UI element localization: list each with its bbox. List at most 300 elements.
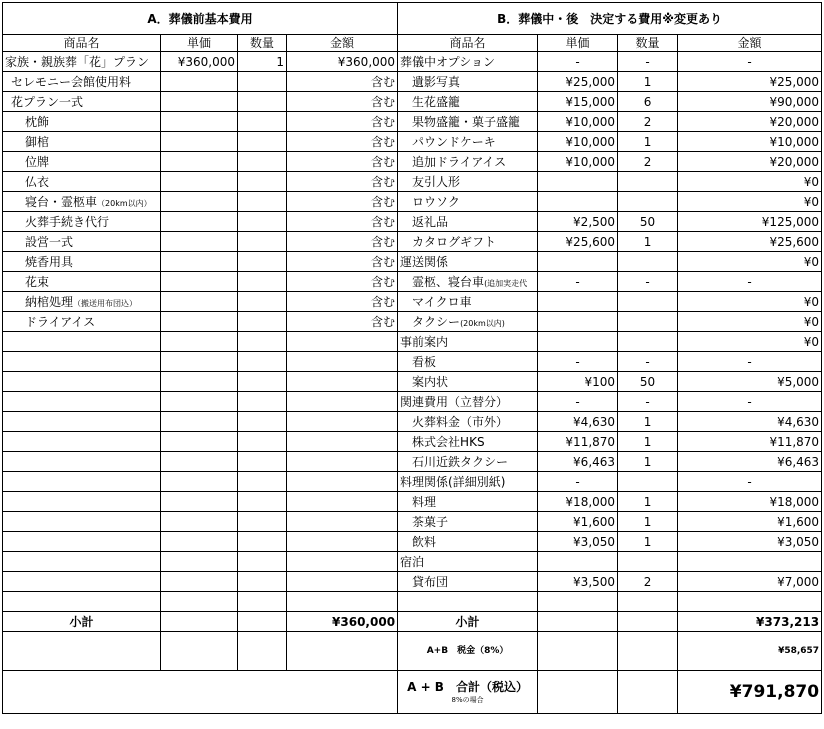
item-name-b: [398, 152, 538, 172]
qty-b: [618, 72, 678, 92]
item-name-a: [3, 72, 161, 92]
amount-b: [678, 492, 822, 512]
unit-price-b: [538, 572, 618, 592]
amount-a-text: 含む: [371, 114, 396, 129]
unit-price-a: [161, 52, 238, 72]
total-amount: ¥791,870: [678, 671, 822, 714]
qty-b-text: 1: [643, 234, 652, 249]
amount-b: [678, 392, 822, 412]
amount-a-text: 含む: [371, 234, 396, 249]
amount-a: [287, 312, 398, 332]
item-name-b-text: 飲料: [412, 534, 437, 549]
item-name-b: [398, 592, 538, 612]
unit-price-b: [538, 352, 618, 372]
amount-a: [287, 332, 398, 352]
item-name-b-text: 看板: [412, 354, 437, 369]
subtotal-label-b: 小計: [398, 612, 538, 632]
unit-price-a: [161, 132, 238, 152]
amount-a-text: 含む: [371, 94, 396, 109]
unit-price-a: [161, 532, 238, 552]
table-row: [3, 52, 822, 72]
unit-price-b: [538, 392, 618, 412]
unit-price-a: [161, 332, 238, 352]
qty-a: [238, 172, 287, 192]
unit-price-b-text: -: [575, 474, 580, 489]
amount-b: [678, 312, 822, 332]
amount-a: [287, 92, 398, 112]
unit-price-b-text: -: [575, 54, 580, 69]
amount-b-text: ¥20,000: [769, 114, 820, 129]
item-name-a: [3, 232, 161, 252]
amount-a: [287, 112, 398, 132]
unit-price-b: [538, 532, 618, 552]
qty-b: [618, 232, 678, 252]
qty-b: [618, 392, 678, 412]
unit-price-a: [161, 272, 238, 292]
amount-b: [678, 292, 822, 312]
table-row: [3, 452, 822, 472]
table-row: [3, 332, 822, 352]
qty-b: [618, 592, 678, 612]
table-row: [3, 592, 822, 612]
qty-b-text: 50: [639, 214, 656, 229]
qty-b-text: 1: [643, 134, 652, 149]
amount-a: [287, 132, 398, 152]
unit-price-b: [538, 132, 618, 152]
table-row: [3, 552, 822, 572]
blank-cell: [238, 632, 287, 671]
unit-price-b-text: -: [575, 354, 580, 369]
amount-a: [287, 512, 398, 532]
amount-b-text: ¥20,000: [769, 154, 820, 169]
qty-b-text: 1: [643, 514, 652, 529]
amount-b: [678, 532, 822, 552]
amount-b-text: ¥0: [803, 334, 820, 349]
qty-a: [238, 432, 287, 452]
amount-a-text: 含む: [371, 254, 396, 269]
unit-price-a: [161, 492, 238, 512]
item-name-b-text: 友引人形: [412, 174, 461, 189]
table-row: [3, 232, 822, 252]
item-name-b-text: 果物盛籠・菓子盛籠: [412, 114, 521, 129]
unit-price-b: [538, 52, 618, 72]
unit-price-a: [161, 212, 238, 232]
unit-price-b: [538, 152, 618, 172]
blank-cell: [287, 632, 398, 671]
amount-a: [287, 192, 398, 212]
item-name-a: [3, 152, 161, 172]
table-row: [3, 252, 822, 272]
item-name-b: [398, 372, 538, 392]
blank-cell: [618, 612, 678, 632]
amount-b-text: ¥0: [803, 254, 820, 269]
amount-b: [678, 412, 822, 432]
amount-a: [287, 152, 398, 172]
unit-price-a: [161, 192, 238, 212]
column-header-row: [3, 35, 822, 52]
qty-b: [618, 112, 678, 132]
amount-b: [678, 452, 822, 472]
amount-b: [678, 212, 822, 232]
col-amount-header-b: 金額: [678, 35, 822, 52]
item-name-a: [3, 252, 161, 272]
table-row: [3, 372, 822, 392]
col-name-header-b: 商品名: [398, 35, 538, 52]
unit-price-b: [538, 72, 618, 92]
qty-a: [238, 472, 287, 492]
amount-a: [287, 572, 398, 592]
table-row: [3, 512, 822, 532]
item-name-b: [398, 532, 538, 552]
item-name-b: [398, 552, 538, 572]
qty-b: [618, 432, 678, 452]
item-name-b: [398, 272, 538, 292]
item-name-b-text: パウンドケーキ: [412, 134, 496, 149]
unit-price-b: [538, 412, 618, 432]
unit-price-b: [538, 212, 618, 232]
qty-a: [238, 152, 287, 172]
table-row: [3, 572, 822, 592]
unit-price-a: [161, 292, 238, 312]
item-name-b-text: 料理: [412, 494, 437, 509]
amount-b-text: ¥90,000: [769, 94, 820, 109]
unit-price-b-text: ¥11,870: [565, 434, 616, 449]
item-name-a-text: 位牌: [25, 154, 50, 169]
amount-b-text: ¥25,000: [769, 74, 820, 89]
table-row: [3, 432, 822, 452]
unit-price-b: [538, 472, 618, 492]
unit-price-a-text: ¥360,000: [177, 54, 235, 69]
qty-b: [618, 492, 678, 512]
amount-a: [287, 212, 398, 232]
amount-a: [287, 272, 398, 292]
unit-price-b: [538, 332, 618, 352]
amount-b-text: -: [747, 474, 752, 489]
item-name-a: [3, 412, 161, 432]
unit-price-a: [161, 512, 238, 532]
amount-b: [678, 592, 822, 612]
qty-b-text: 50: [639, 374, 656, 389]
unit-price-b: [538, 112, 618, 132]
item-name-b: [398, 352, 538, 372]
item-name-a-text: ドライアイス: [25, 314, 96, 329]
unit-price-b: [538, 232, 618, 252]
qty-a: [238, 592, 287, 612]
amount-b: [678, 192, 822, 212]
item-name-b: [398, 312, 538, 332]
blank-cell: [161, 612, 238, 632]
unit-price-b-text: ¥3,500: [573, 574, 616, 589]
qty-b: [618, 332, 678, 352]
item-name-a: [3, 352, 161, 372]
item-name-b: [398, 412, 538, 432]
unit-price-b: [538, 552, 618, 572]
qty-b-text: -: [645, 394, 650, 409]
col-qty-header-b: 数量: [618, 35, 678, 52]
item-name-a: [3, 532, 161, 552]
qty-a: [238, 412, 287, 432]
item-name-a-text: 設営一式: [25, 234, 74, 249]
blank-cell: [3, 671, 398, 714]
unit-price-a: [161, 92, 238, 112]
qty-b: [618, 252, 678, 272]
amount-b: [678, 372, 822, 392]
unit-price-b: [538, 172, 618, 192]
unit-price-b-text: ¥25,600: [565, 234, 616, 249]
amount-b: [678, 152, 822, 172]
table-row: [3, 492, 822, 512]
amount-a-text: 含む: [371, 214, 396, 229]
item-name-b-text: 宿泊: [400, 554, 425, 569]
item-name-b-text: 遺影写真: [412, 74, 461, 89]
item-name-a-text: 仏衣: [25, 174, 50, 189]
qty-b: [618, 152, 678, 172]
item-name-b-note: (追加実走代: [484, 278, 528, 288]
item-name-b: [398, 132, 538, 152]
item-name-a: [3, 592, 161, 612]
qty-b: [618, 532, 678, 552]
item-name-a: [3, 372, 161, 392]
unit-price-a: [161, 112, 238, 132]
unit-price-a: [161, 392, 238, 412]
amount-a-text: 含む: [371, 274, 396, 289]
qty-b: [618, 472, 678, 492]
table-row: [3, 192, 822, 212]
qty-a: [238, 492, 287, 512]
item-name-a: [3, 52, 161, 72]
item-name-a: [3, 512, 161, 532]
qty-a: [238, 332, 287, 352]
amount-b-text: ¥0: [803, 294, 820, 309]
unit-price-b: [538, 372, 618, 392]
amount-b: [678, 112, 822, 132]
qty-b-text: 1: [643, 74, 652, 89]
item-name-b: [398, 572, 538, 592]
unit-price-b-text: ¥100: [584, 374, 616, 389]
amount-a: [287, 232, 398, 252]
qty-b: [618, 292, 678, 312]
amount-b: [678, 432, 822, 452]
qty-b-text: -: [645, 54, 650, 69]
qty-a-text: 1: [276, 54, 284, 69]
item-name-a: [3, 112, 161, 132]
table-row: [3, 172, 822, 192]
qty-a: [238, 192, 287, 212]
qty-a: [238, 72, 287, 92]
amount-b-text: -: [747, 274, 752, 289]
amount-a-text: 含む: [371, 154, 396, 169]
qty-a: [238, 532, 287, 552]
qty-b-text: 2: [643, 154, 652, 169]
item-name-b: [398, 472, 538, 492]
item-name-b-text: 葬儀中オプション: [400, 54, 495, 69]
blank-cell: [538, 671, 618, 714]
amount-a: [287, 452, 398, 472]
amount-b-text: -: [747, 354, 752, 369]
item-name-a: [3, 432, 161, 452]
total-label: A + B 合計（税込）: [407, 679, 528, 694]
qty-b: [618, 52, 678, 72]
item-name-a: [3, 92, 161, 112]
item-name-a-text: 納棺処理: [25, 294, 74, 309]
unit-price-a: [161, 592, 238, 612]
qty-b-text: 1: [643, 414, 652, 429]
item-name-a: [3, 212, 161, 232]
blank-cell: [238, 612, 287, 632]
amount-a-text: 含む: [371, 134, 396, 149]
item-name-b: [398, 72, 538, 92]
item-name-b-text: 石川近鉄タクシー: [412, 454, 509, 469]
item-name-a: [3, 132, 161, 152]
qty-b-text: 2: [643, 574, 652, 589]
item-name-a-text: セレモニー会館使用料: [11, 74, 132, 89]
qty-b-text: -: [645, 354, 650, 369]
item-name-a: [3, 552, 161, 572]
blank-cell: [538, 632, 618, 671]
unit-price-b-text: ¥2,500: [573, 214, 616, 229]
item-name-b-text: 料理関係(詳細別紙): [400, 474, 506, 489]
item-name-a-text: 焼香用具: [25, 254, 74, 269]
qty-b: [618, 452, 678, 472]
qty-a: [238, 232, 287, 252]
amount-b-text: ¥125,000: [761, 214, 820, 229]
unit-price-b-text: ¥6,463: [573, 454, 616, 469]
total-note: 8%の場合: [451, 695, 484, 704]
unit-price-b-text: -: [575, 274, 580, 289]
amount-b-text: ¥0: [803, 314, 820, 329]
qty-b: [618, 312, 678, 332]
item-name-a-text: 花プラン一式: [11, 94, 84, 109]
qty-b-text: 1: [643, 434, 652, 449]
item-name-a-text: 花束: [25, 274, 50, 289]
blank-cell: [618, 632, 678, 671]
blank-cell: [618, 671, 678, 714]
amount-b-text: ¥25,600: [769, 234, 820, 249]
qty-a: [238, 312, 287, 332]
section-header-row: [3, 3, 822, 35]
item-name-b: [398, 92, 538, 112]
item-name-a-text: 火葬手続き代行: [25, 214, 110, 229]
amount-a: [287, 372, 398, 392]
amount-a: [287, 252, 398, 272]
amount-b: [678, 132, 822, 152]
item-name-a-text: 家族・親族葬「花」プラン: [5, 54, 150, 69]
table-row: [3, 152, 822, 172]
item-name-b-text: 生花盛籠: [412, 94, 461, 109]
amount-b: [678, 512, 822, 532]
item-name-b-text: タクシー: [412, 314, 461, 329]
qty-b: [618, 92, 678, 112]
unit-price-b-text: ¥18,000: [565, 494, 616, 509]
amount-b: [678, 272, 822, 292]
amount-b: [678, 572, 822, 592]
item-name-b-text: 事前案内: [400, 334, 449, 349]
total-label-cell: [398, 671, 538, 714]
qty-b: [618, 192, 678, 212]
unit-price-a: [161, 312, 238, 332]
subtotal-amount-b: ¥373,213: [678, 612, 822, 632]
item-name-b: [398, 52, 538, 72]
item-name-b: [398, 212, 538, 232]
blank-cell: [161, 632, 238, 671]
total-row: [3, 671, 822, 714]
unit-price-b: [538, 452, 618, 472]
item-name-b-text: 火葬料金（市外）: [412, 414, 509, 429]
item-name-b: [398, 332, 538, 352]
item-name-b: [398, 112, 538, 132]
unit-price-a: [161, 472, 238, 492]
amount-a: [287, 472, 398, 492]
item-name-a-text: 寝台・霊柩車: [25, 194, 98, 209]
amount-b-text: -: [747, 394, 752, 409]
unit-price-b-text: ¥1,600: [573, 514, 616, 529]
qty-a: [238, 452, 287, 472]
item-name-b-text: 案内状: [412, 374, 449, 389]
qty-b: [618, 552, 678, 572]
tax-amount: ¥58,657: [678, 632, 822, 671]
unit-price-b: [538, 292, 618, 312]
amount-b: [678, 172, 822, 192]
unit-price-b: [538, 252, 618, 272]
qty-a: [238, 512, 287, 532]
amount-b: [678, 352, 822, 372]
item-name-a: [3, 312, 161, 332]
unit-price-a: [161, 572, 238, 592]
amount-a: [287, 432, 398, 452]
qty-a: [238, 352, 287, 372]
unit-price-b: [538, 512, 618, 532]
unit-price-b: [538, 432, 618, 452]
amount-a-text: 含む: [371, 174, 396, 189]
unit-price-b-text: -: [575, 394, 580, 409]
item-name-b: [398, 432, 538, 452]
unit-price-a: [161, 172, 238, 192]
amount-a: [287, 292, 398, 312]
qty-b: [618, 352, 678, 372]
qty-b: [618, 212, 678, 232]
qty-b-text: 2: [643, 114, 652, 129]
col-price-header-a: 単価: [161, 35, 238, 52]
unit-price-b: [538, 92, 618, 112]
unit-price-a: [161, 352, 238, 372]
amount-b: [678, 472, 822, 492]
amount-a: [287, 172, 398, 192]
col-name-header-a: 商品名: [3, 35, 161, 52]
amount-a: [287, 412, 398, 432]
qty-b: [618, 572, 678, 592]
item-name-a: [3, 192, 161, 212]
amount-a: [287, 552, 398, 572]
item-name-b-text: 関連費用（立替分）: [400, 394, 509, 409]
unit-price-b: [538, 492, 618, 512]
amount-b-text: ¥18,000: [769, 494, 820, 509]
item-name-b: [398, 252, 538, 272]
unit-price-b: [538, 272, 618, 292]
tax-row: [3, 632, 822, 671]
table-row: [3, 312, 822, 332]
section-b-title: B．葬儀中・後 決定する費用※変更あり: [398, 3, 822, 35]
item-name-a: [3, 392, 161, 412]
amount-b: [678, 52, 822, 72]
item-name-b-text: マイクロ車: [412, 294, 472, 309]
section-a-title: A．葬儀前基本費用: [3, 3, 398, 35]
table-row: [3, 472, 822, 492]
item-name-b-text: 運送関係: [400, 254, 449, 269]
amount-b: [678, 552, 822, 572]
col-qty-header-a: 数量: [238, 35, 287, 52]
amount-b: [678, 332, 822, 352]
unit-price-a: [161, 432, 238, 452]
